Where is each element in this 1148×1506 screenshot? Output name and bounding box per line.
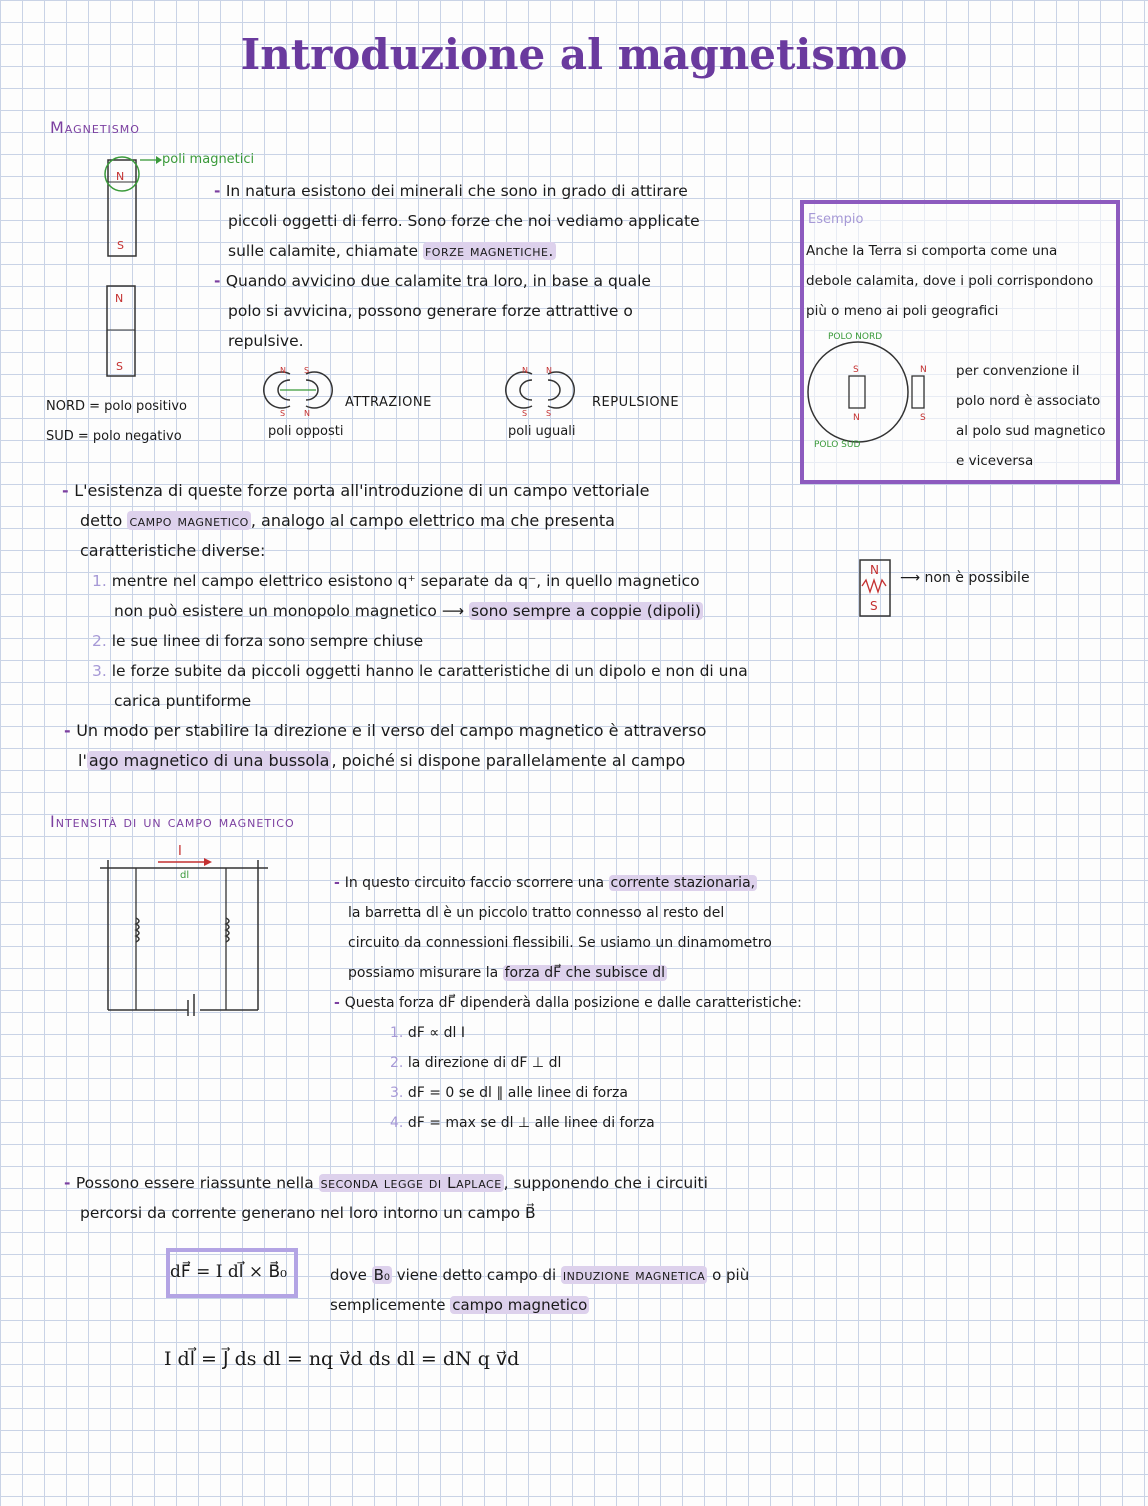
- polo-nord-label: POLO NORD: [828, 332, 883, 342]
- highlight-forza: forza dF⃗ che subisce dl: [504, 965, 666, 981]
- magnet-n-label: N: [116, 170, 125, 183]
- svg-text:S: S: [853, 365, 859, 375]
- laplace-desc: dove B₀ viene detto campo di induzione magnetica o più semplicemente campo magnetico: [330, 1266, 750, 1314]
- svg-text:N: N: [304, 409, 310, 418]
- magnet2-n-label: N: [115, 292, 124, 305]
- svg-text:N: N: [870, 563, 879, 577]
- intensita-text: - In questo circuito faccio scorrere una corrente stazionaria, la barretta dl è un piccolo tratto connesso al resto del circuito da connessioni flessibili. Se usiamo un dinamometro possiamo misurare la forza dF⃗ che subisce dl - Questa forza dF⃗ dipenderà dalla posizione e dalle caratteristiche:: [334, 875, 802, 1011]
- intensita-props: 1. dF ∝ dl I 2. la direzione di dF ⊥ dl 3. dF = 0 se dl ∥ alle linee di forza 4. dF = max se dl ⊥ alle linee di forza: [390, 1025, 655, 1131]
- attraction-diagram: [250, 364, 350, 420]
- polo-sud-label: POLO SUD: [814, 440, 861, 450]
- svg-text:N: N: [546, 366, 552, 375]
- monopole-diagram: [856, 558, 896, 620]
- highlight-corrente: corrente stazionaria,: [610, 875, 756, 891]
- campo-items: 1. mentre nel campo elettrico esistono q⁺ separate da q⁻, in quello magnetico non può esistere un monopolo magnetico ⟶ sono sempre a coppie (dipoli) 2. le sue linee di forza sono sempre chiuse 3. le forze subite da piccoli oggetti hanno le caratteristiche di un dipolo e non di una carica puntiforme: [92, 572, 748, 710]
- example-heading: Esempio: [808, 212, 864, 227]
- svg-text:S: S: [304, 366, 310, 375]
- magnetismo-bullet-1: - In natura esistono dei minerali che sono in grado di attirare piccoli oggetti di ferro. Sono forze che noi vediamo applicate sulle calamite, chiamate forze magnetiche. - Quando avvicino due calamite tra loro, in base a quale polo si avvicina, possono generare forze attrattive o repulsive.: [214, 182, 700, 350]
- dl-label: dl: [180, 870, 190, 881]
- section-heading-intensita: Intensità di un campo magnetico: [50, 812, 295, 831]
- svg-text:N: N: [280, 366, 286, 375]
- compass-text: - Un modo per stabilire la direzione e il verso del campo magnetico è attraverso l' ago magnetico di una bussola , poiché si dispone parallelamente al campo: [64, 721, 707, 770]
- repulsion-diagram: [492, 364, 592, 420]
- highlight-dipoli: sono sempre a coppie (dipoli): [471, 602, 701, 620]
- section-heading-magnetismo: Magnetismo: [50, 118, 140, 137]
- bar-magnet-2: [100, 282, 150, 382]
- attraction-sub: poli opposti: [268, 424, 344, 439]
- magnet-s-label: S: [117, 239, 124, 252]
- highlight-forze-magnetiche: forze magnetiche.: [424, 242, 554, 260]
- svg-text:S: S: [920, 413, 926, 423]
- svg-text:S: S: [280, 409, 286, 418]
- example-text: Anche la Terra si comporta come una debole calamita, dove i poli corrispondono più o meno ai poli geografici: [806, 243, 1094, 319]
- campo-intro: - L'esistenza di queste forze porta all'introduzione di un campo vettoriale detto campo magnetico , analogo al campo elettrico ma che presenta caratteristiche diverse:: [62, 481, 650, 560]
- laplace-text: - Possono essere riassunte nella seconda legge di Laplace , supponendo che i circuiti percorsi da corrente generano nel loro intorno un campo B⃗: [64, 1174, 708, 1222]
- repulsion-sub: poli uguali: [508, 424, 576, 439]
- attraction-label: ATTRAZIONE: [345, 395, 432, 410]
- highlight-campo-magnetico: campo magnetico: [129, 511, 249, 530]
- svg-text:S: S: [870, 599, 878, 613]
- repulsion-label: REPULSIONE: [592, 395, 680, 410]
- current-label: I: [178, 844, 182, 859]
- svg-text:N: N: [853, 413, 860, 423]
- svg-text:N: N: [522, 366, 528, 375]
- poles-label: poli magnetici: [162, 152, 255, 167]
- highlight-induzione: induzione magnetica: [562, 1266, 706, 1284]
- highlight-bussola: ago magnetico di una bussola: [88, 751, 330, 770]
- svg-text:S: S: [546, 409, 552, 418]
- final-formula: I dl⃗ = J⃗ ds dl = nq v⃗d ds dl = dN q v⃗d: [164, 1348, 520, 1370]
- convention-note: per convenzione il polo nord è associato al polo sud magnetico e viceversa: [956, 363, 1106, 469]
- svg-text:S: S: [522, 409, 528, 418]
- pole-definitions: NORD = polo positivo SUD = polo negativo: [46, 399, 188, 444]
- svg-text:N: N: [920, 365, 927, 375]
- page-title: Introduzione al magnetismo: [240, 30, 908, 79]
- magnet2-s-label: S: [116, 360, 123, 373]
- monopole-note: ⟶ non è possibile: [900, 570, 1030, 586]
- highlight-campo: campo magnetico: [452, 1296, 588, 1314]
- laplace-formula: dF⃗ = I dl⃗ × B⃗₀: [170, 1262, 287, 1282]
- highlight-laplace: seconda legge di Laplace: [320, 1174, 502, 1192]
